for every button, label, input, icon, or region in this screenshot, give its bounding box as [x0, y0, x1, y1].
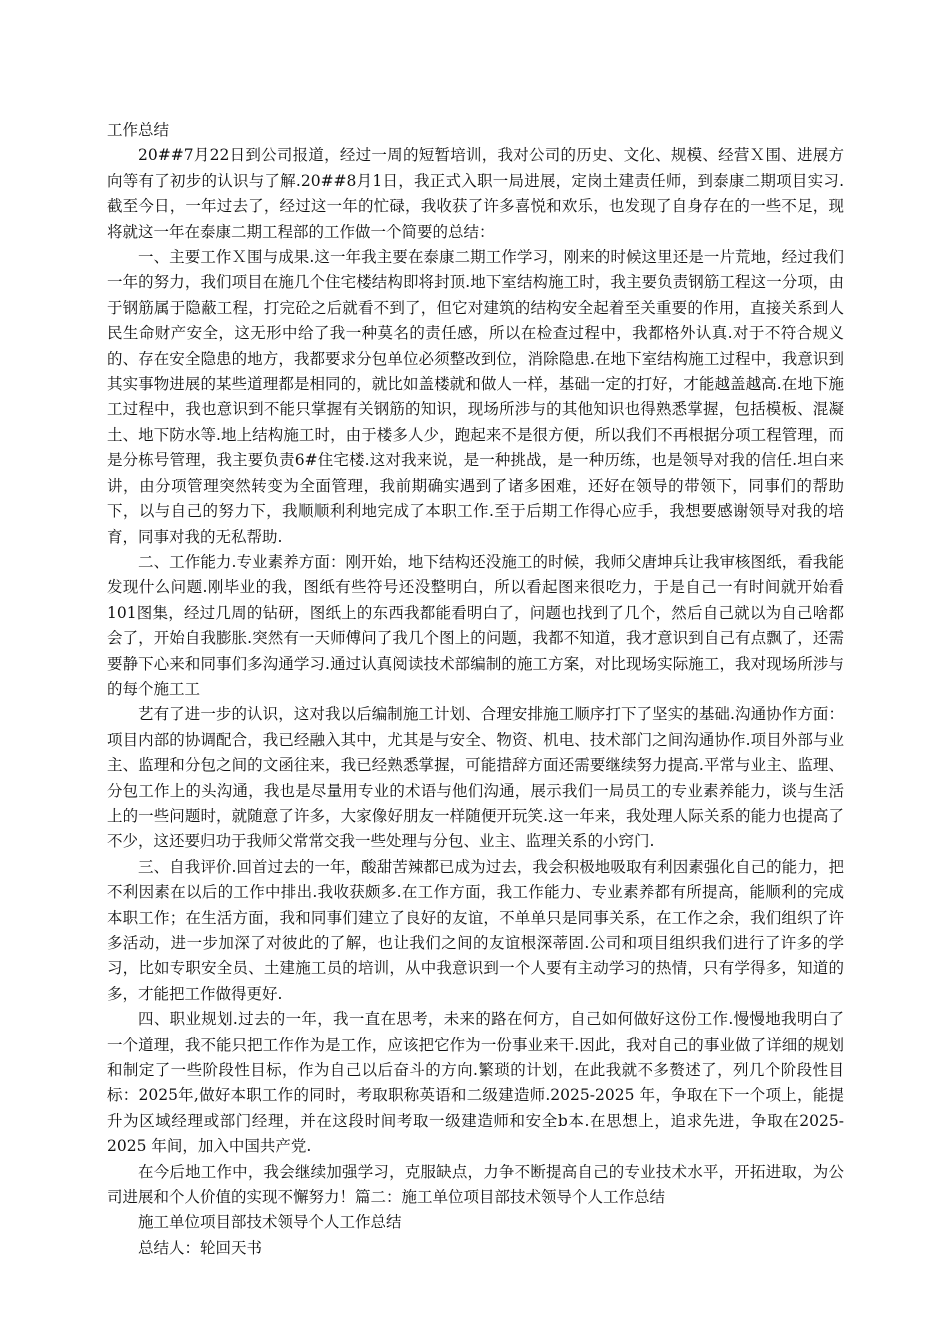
document-page: [107, 118, 844, 1261]
subtitle-second-article: 施工单位项目部技术领导个人工作总结: [138, 1213, 402, 1232]
paragraph-closing: 在今后地工作中，我会继续加强学习，克服缺点，力争不断提高自己的专业技术水平，开拓进取，为公司进展和个人价值的实现不懈努力！篇二：施工单位项目部技术领导个人工作总结: [107, 1162, 844, 1207]
author-line: 总结人：轮回天书: [138, 1238, 263, 1257]
paragraph-communication: 艺有了进一步的认识，这对我以后编制施工计划、合理安排施工顺序打下了坚实的基础.沟通协作方面：项目内部的协调配合，我已经融入其中，尤其是与安全、物资、机电、技术部门之间沟通协作.项目外部与业主、监理和分包之间的文函往来，我已经熟悉掌握，可能措辞方面还需要继续努力提高.平常与业主、监理、分包工作上的头沟通，我也是尽量用专业的术语与他们沟通，展示我们一局员工的专业素养能力，谈与生活上的一些问题时，就随意了许多，大家像好朋友一样随便开玩笑.这一年来，我处理人际关系的能力也提高了不少，这还要归功于我师父常常交我一些处理与分包、业主、监理关系的小窍门.: [107, 705, 844, 851]
paragraph-intro: 20##7月22日到公司报道，经过一周的短暂培训，我对公司的历史、文化、规模、经营Ｘ围、进展方向等有了初步的认识与了解.20##8月1日，我正式入职一局进展，定岗土建责任师，到泰康二期项目实习.截至今日，一年过去了，经过这一年的忙碌，我收获了许多喜悦和欢乐，也发现了自身存在的一些不足，现将就这一年在泰康二期工程部的工作做一个简要的总结：: [107, 146, 844, 241]
document-title: 工作总结: [107, 121, 170, 139]
paragraph-main-work: 一、主要工作Ｘ围与成果.这一年我主要在泰康二期工作学习，刚来的时候这里还是一片荒地，经过我们一年的努力，我们项目在施几个住宅楼结构即将封顶.地下室结构施工时，我主要负责钢筋工程这一分项，由于钢筋属于隐蔽工程，打完砼之后就看不到了，但它对建筑的结构安全起着至关重要的作用，直接关系到人民生命财产安全，这无形中给了我一种莫名的责任感，所以在检查过程中，我都格外认真.对于不符合规义的、存在安全隐患的地方，我都要求分包单位必须整改到位，消除隐患.在地下室结构施工过程中，我意识到其实事物进展的某些道理都是相同的，就比如盖楼就和做人一样，基础一定的打好，才能越盖越高.在地下施工过程中，我也意识到不能只掌握有关钢筋的知识，现场所涉与的其他知识也得熟悉掌握，包括模板、混凝土、地下防水等.地上结构施工时，由于楼多人少，跑起来不是很方便，所以我们不再根据分项工程管理，而是分栋号管理，我主要负责6#住宅楼.这对我来说，是一种挑战，是一种历练，也是领导对我的信任.坦白来讲，由分项管理突然转变为全面管理，我前期确实遇到了诸多困难，还好在领导的带领下，同事们的帮助下，以与自己的努力下，我顺顺利利地完成了本职工作.至于后期工作得心应手，我想要感谢领导对我的培育，同事对我的无私帮助.: [107, 248, 844, 546]
paragraph-career-plan: 四、职业规划.过去的一年，我一直在思考，未来的路在何方，自己如何做好这份工作.慢慢地我明白了 一个道理，我不能只把工作作为是工作，应该把它作为一份事业来干.因此，我对自己的事业做了详细的规划和制定了一些阶段性目标，作为自己以后奋斗的方向.繁琐的计划，在此我就不多赘述了，列几个阶段性目标：2025年,做好本职工作的同时，考取职称英语和二级建造师.2025-2025 年，争取在下一个项上，能提升为区域经理或部门经理，并在这段时间考取一级建造师和安全b本.在思想上，追求先进，争取在2025-2025 年间，加入中国共产党.: [107, 1010, 844, 1156]
paragraph-self-evaluation: 三、自我评价.回首过去的一年，酸甜苦辣都已成为过去，我会积极地吸取有利因素强化自己的能力，把不利因素在以后的工作中排出.我收获颇多.在工作方面，我工作能力、专业素养都有所提高，能顺利的完成本职工作；在生活方面，我和同事们建立了良好的友谊，不单单只是同事关系，在工作之余，我们组织了许多活动，进一步加深了对彼此的了解，也让我们之间的友谊根深蒂固.公司和项目组织我们进行了许多的学习，比如专职安全员、土建施工员的培训，从中我意识到一个人要有主动学习的热情，只有学得多，知道的多，才能把工作做得更好.: [107, 857, 844, 1003]
paragraph-work-ability: 二、工作能力.专业素养方面：刚开始，地下结构还没施工的时候，我师父唐坤兵让我审核图纸，看我能发现什么问题.刚毕业的我，图纸有些符号还没整明白，所以看起图来很吃力，于是自己一有时间就开始看101图集，经过几周的钻研，图纸上的东西我都能看明白了，问题也找到了几个，然后自己就以为自己啥都会了，开始自我膨胀.突然有一天师傅问了我几个图上的问题，我都不知道，我才意识到自己有点飘了，还需要静下心来和同事们多沟通学习.通过认真阅读技术部编制的施工方案，对比现场实际施工，我对现场所涉与的每个施工工: [107, 552, 844, 698]
